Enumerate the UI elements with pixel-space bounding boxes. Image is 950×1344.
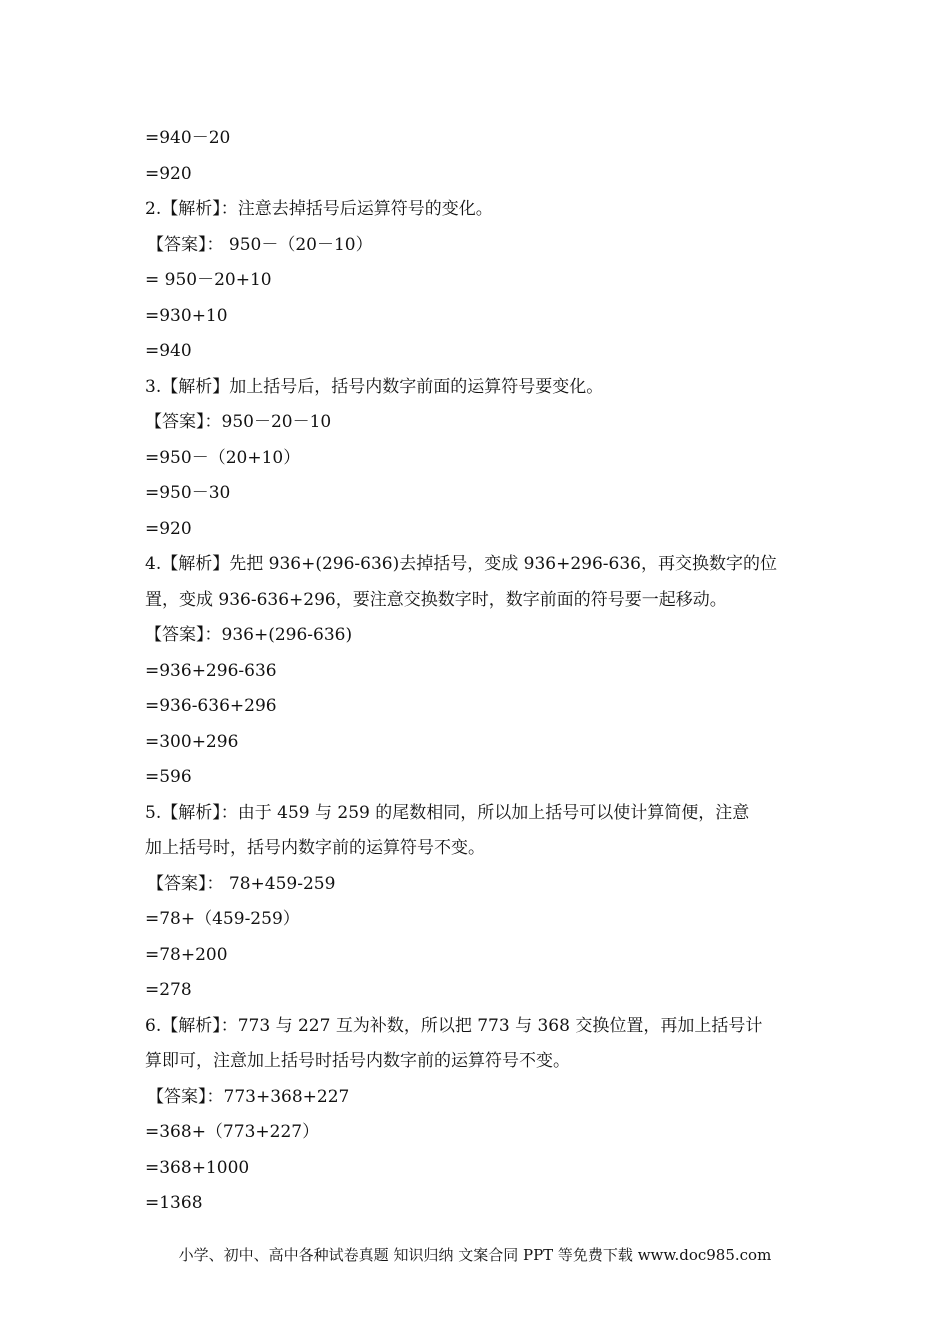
text-line: =78+（459-259）: [145, 909, 300, 929]
analysis-line: 2.【解析】：注意去掉括号后运算符号的变化。: [145, 199, 493, 219]
text-line: =300+296: [145, 731, 239, 752]
text-line: =950－（20+10）: [145, 447, 301, 468]
answer-label-line: 【答案】：773+368+227: [147, 1086, 350, 1107]
text-line: =936-636+296: [145, 696, 277, 716]
text-line: =920: [145, 163, 192, 184]
text-line: =920: [145, 518, 192, 539]
answer-label-line: 【答案】：950－20－10: [145, 412, 332, 432]
answer-label-line: 【答案】： 950－（20－10）: [147, 234, 373, 255]
analysis-line: 算即可，注意加上括号时括号内数字前的运算符号不变。: [145, 1051, 570, 1071]
text-line: =940: [145, 341, 192, 361]
text-line: =368+1000: [145, 1157, 250, 1178]
text-line: =78+200: [145, 944, 228, 965]
page-footer: 小学、初中、高中各种试卷真题 知识归纳 文案合同 PPT 等免费下载 www.doc985.com: [178, 1246, 772, 1264]
answer-label-line: 【答案】：936+(296-636): [145, 625, 353, 645]
text-line: =940－20: [145, 128, 231, 148]
analysis-line: 置，变成 936-636+296，要注意交换数字时，数字前面的符号要一起移动。: [145, 589, 727, 610]
analysis-line: 4.【解析】先把 936+(296-636)去掉括号，变成 936+296-636，再交换数字的位: [145, 554, 777, 574]
answer-label-line: 【答案】： 78+459-259: [147, 873, 336, 894]
analysis-line: 加上括号时，括号内数字前的运算符号不变。: [145, 838, 485, 858]
text-line: =936+296-636: [145, 660, 277, 681]
analysis-line: 5.【解析】：由于 459 与 259 的尾数相同，所以加上括号可以使计算简便，注意: [145, 802, 750, 823]
answer-body: [145, 121, 810, 1222]
text-line: = 950－20+10: [145, 270, 272, 290]
text-line: =596: [145, 767, 192, 787]
analysis-line: 6.【解析】：773 与 227 互为补数，所以把 773 与 368 交换位置，再加上括号计: [145, 1015, 763, 1036]
text-line: =950－30: [145, 483, 231, 503]
analysis-line: 3.【解析】加上括号后，括号内数字前面的运算符号要变化。: [145, 376, 604, 397]
text-line: =368+（773+227）: [145, 1122, 320, 1142]
text-line: =278: [145, 980, 192, 1000]
text-line: =930+10: [145, 305, 228, 326]
text-line: =1368: [145, 1193, 203, 1213]
